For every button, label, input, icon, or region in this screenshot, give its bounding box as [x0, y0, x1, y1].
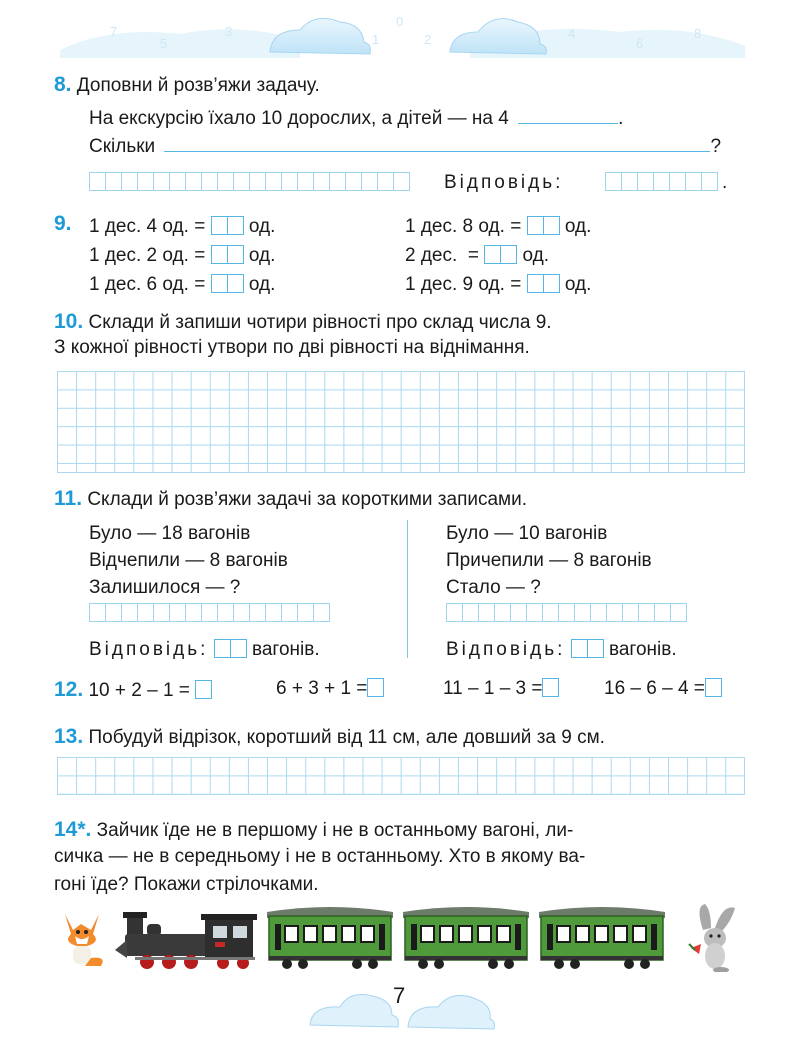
header-clouds: [0, 0, 800, 62]
task-12-row: [54, 678, 212, 702]
expression: 10 + 2 – 1 =: [88, 680, 190, 701]
task-11-heading: [54, 487, 527, 511]
task-8-heading: [54, 73, 320, 97]
bunny-icon: [689, 904, 735, 972]
answer-box[interactable]: [211, 216, 228, 235]
task-9-row: 1 дес. 2 од. = од.: [89, 245, 276, 266]
answer-box[interactable]: [587, 639, 604, 658]
header-digit: 5: [160, 36, 168, 51]
answer-label: Відповідь:: [446, 639, 566, 660]
answer-box[interactable]: [705, 678, 722, 697]
answer-box[interactable]: [367, 678, 384, 697]
task-8-line-1: [89, 107, 623, 130]
task-9-number: 9.: [54, 212, 72, 235]
task-9-row: 1 дес. 6 од. = од.: [89, 274, 276, 295]
task-9-row: 1 дес. 8 од. = од.: [405, 216, 592, 237]
task-13-heading: [54, 725, 605, 749]
answer-box[interactable]: [230, 639, 247, 658]
task-10-line-1: [54, 310, 552, 334]
answer-unit: вагонів.: [251, 639, 320, 660]
task-8-answer-label: Відповідь:: [444, 172, 564, 193]
header-digit: 4: [568, 26, 576, 41]
short-record-line: Було — 18 вагонів: [89, 523, 251, 544]
fill-in-blank[interactable]: [518, 107, 618, 124]
header-digit: 2: [424, 32, 432, 47]
answer-box[interactable]: [527, 274, 544, 293]
locomotive-icon: [115, 912, 257, 969]
page-number: 7: [393, 983, 406, 1008]
task-10-line-2: З кожної рівності утвори по дві рівності на віднімання.: [54, 337, 530, 358]
short-record-line: Причепили — 8 вагонів: [446, 550, 652, 571]
task-14-number: 14*.: [54, 818, 92, 841]
answer-box[interactable]: [195, 680, 212, 699]
answer-label: Відповідь:: [89, 639, 209, 660]
header-digit: 1: [372, 32, 380, 47]
answer-box[interactable]: [484, 245, 501, 264]
task-14-line-1: [54, 818, 573, 842]
task-11-number: 11.: [54, 487, 83, 510]
short-record-line: Стало — ?: [446, 577, 541, 598]
header-digit: 0: [396, 14, 404, 29]
expression: 16 – 6 – 4 =: [604, 678, 705, 699]
header-digit: 3: [225, 24, 233, 39]
answer-box[interactable]: [211, 274, 228, 293]
wagon-icon: [267, 907, 393, 969]
expression: 6 + 3 + 1 =: [276, 678, 368, 699]
task-13-grid[interactable]: [57, 757, 745, 795]
task-13-number: 13.: [54, 725, 84, 748]
train-illustration: [55, 900, 755, 972]
task-14-line-2: сичка — не в середньому і не в останньому. Хто в якому ва-: [54, 846, 586, 867]
solution-cells[interactable]: [89, 172, 410, 191]
answer-box[interactable]: [542, 678, 559, 697]
wagon-icon: [539, 907, 665, 969]
wagon-icon: [403, 907, 529, 969]
task-9-row: 2 дес. = од.: [405, 245, 550, 266]
task-10-grid[interactable]: [57, 371, 745, 473]
answer-box[interactable]: [527, 216, 544, 235]
fox-icon: [65, 914, 103, 966]
task-11-left-record: [89, 520, 288, 601]
task-12-expr-3: [443, 678, 559, 700]
question-blank[interactable]: [164, 135, 710, 152]
task-8-answer-end: .: [722, 172, 728, 193]
task-11-right-record: [446, 520, 652, 601]
answer-box[interactable]: [500, 245, 517, 264]
task-9-row: 1 дес. 9 од. = од.: [405, 274, 592, 295]
header-digit: 6: [636, 36, 644, 51]
answer-box[interactable]: [227, 274, 244, 293]
task-8-line-2-end: ?: [710, 136, 722, 157]
task-8-line-1-text: На екскурсію їхало 10 дорослих, а дітей — на 4: [89, 108, 509, 129]
answer-box[interactable]: [227, 245, 244, 264]
answer-box[interactable]: [227, 216, 244, 235]
answer-box[interactable]: [543, 216, 560, 235]
task-9-right-column: [405, 212, 591, 299]
short-record-line: Залишилося — ?: [89, 577, 241, 598]
answer-box[interactable]: [214, 639, 231, 658]
short-record-line: Було — 10 вагонів: [446, 523, 608, 544]
task-8-number: 8.: [54, 73, 72, 96]
task-10-text-1: Склади й запиши чотири рівності про склад числа 9.: [88, 312, 552, 333]
header-digit: 8: [694, 26, 702, 41]
answer-cells[interactable]: [605, 172, 718, 191]
short-record-line: Відчепили — 8 вагонів: [89, 550, 288, 571]
solution-cells[interactable]: [89, 603, 330, 622]
answer-box[interactable]: [543, 274, 560, 293]
answer-box[interactable]: [211, 245, 228, 264]
task-8-line-2-text: Скільки: [89, 136, 156, 157]
task-11-title: Склади й розв’яжи задачі за короткими записами.: [87, 489, 527, 510]
task-9-left-column: [89, 212, 275, 299]
task-10-number: 10.: [54, 310, 84, 333]
header-digit: 7: [110, 24, 118, 39]
task-12-expr-4: [604, 678, 722, 700]
task-11-left-answer: [89, 639, 320, 661]
task-13-text: Побудуй відрізок, коротший від 11 см, але довший за 9 см.: [88, 727, 605, 748]
task-14-line-3: гоні їде? Покажи стрілочками.: [54, 874, 319, 895]
expression: 11 – 1 – 3 =: [443, 678, 543, 699]
task-8-title: Доповни й розв’яжи задачу.: [76, 75, 320, 96]
task-9-row: 1 дес. 4 од. = од.: [89, 216, 276, 237]
task-14-text-1: Зайчик їде не в першому і не в останньому вагоні, ли-: [96, 820, 574, 841]
task-8-line-2: [89, 135, 721, 158]
answer-unit: вагонів.: [608, 639, 677, 660]
task-9-number-wrap: [54, 212, 72, 236]
task-12-number: 12.: [54, 678, 84, 701]
task-11-right-answer: [446, 639, 677, 661]
task-12-expr-2: [276, 678, 384, 700]
solution-cells[interactable]: [446, 603, 687, 622]
answer-box[interactable]: [571, 639, 588, 658]
task-8-line-1-end: .: [618, 108, 624, 129]
column-divider: [407, 520, 408, 658]
